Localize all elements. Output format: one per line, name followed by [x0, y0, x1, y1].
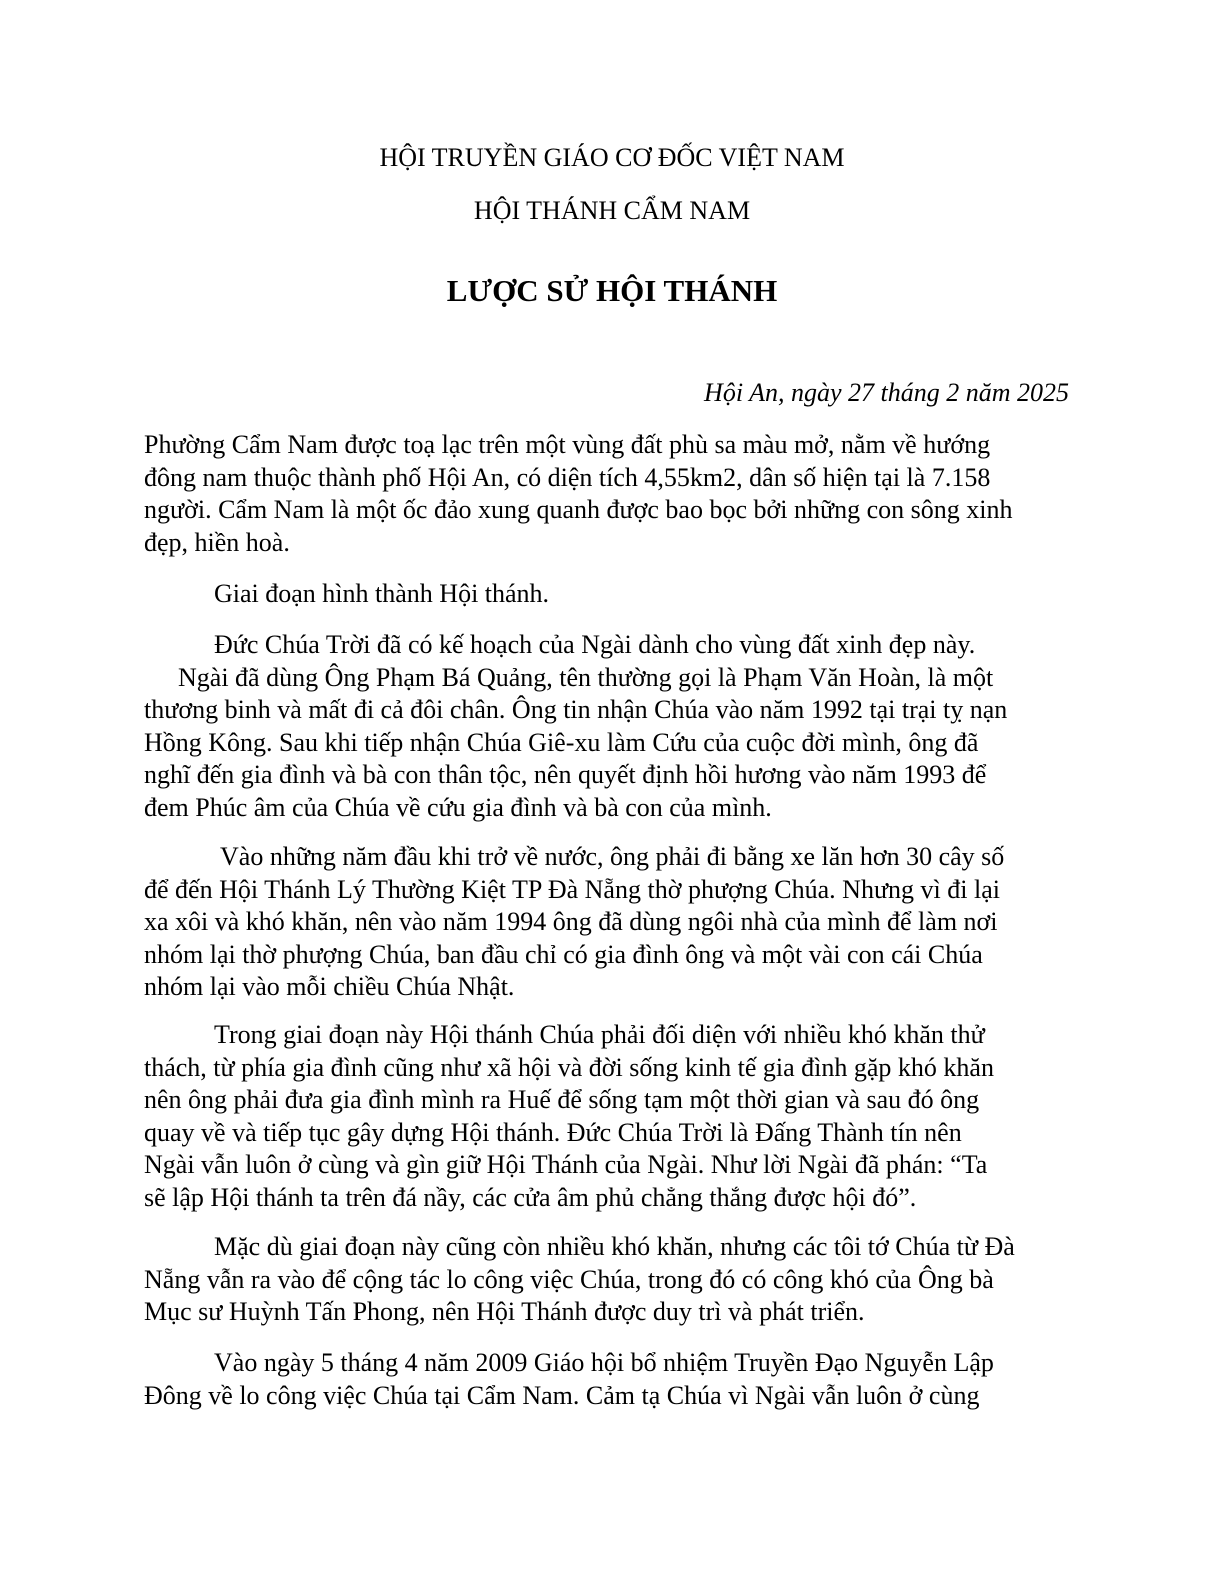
organization-name: HỘI TRUYỀN GIÁO CƠ ĐỐC VIỆT NAM [379, 143, 845, 172]
paragraph-line: nên ông phải đưa gia đình mình ra Huế để sống tạm một thời gian và sau đó ông [144, 1085, 980, 1114]
paragraph-3 [144, 629, 1084, 824]
paragraph-line: Mục sư Huỳnh Tấn Phong, nên Hội Thánh được duy trì và phát triển. [144, 1297, 865, 1326]
paragraph-line: thương binh và mất đi cả đôi chân. Ông tin nhận Chúa vào năm 1992 tại trại tỵ nạn [144, 695, 1008, 724]
paragraph-line: người. Cẩm Nam là một ốc đảo xung quanh được bao bọc bởi những con sông xinh [144, 495, 1013, 524]
paragraph-line: nhóm lại thờ phượng Chúa, ban đầu chỉ có gia đình ông và một vài con cái Chúa [144, 939, 983, 969]
paragraph-line: đẹp, hiền hoà. [144, 527, 290, 557]
section-heading: Giai đoạn hình thành Hội thánh. [214, 579, 550, 608]
paragraph-line: Phường Cẩm Nam được toạ lạc trên một vùng đất phù sa màu mở, nằm về hướng [144, 430, 991, 459]
paragraph-line: Nẵng vẫn ra vào để cộng tác lo công việc Chúa, trong đó có công khó của Ông bà [144, 1264, 994, 1294]
document-date: Hội An, ngày 27 tháng 2 năm 2025 [704, 378, 1069, 407]
paragraph-4 [144, 841, 1084, 1004]
paragraph-6 [144, 1231, 1084, 1329]
paragraph-7 [144, 1347, 1084, 1412]
paragraph-line: đông nam thuộc thành phố Hội An, có diện tích 4,55km2, dân số hiện tại là 7.158 [144, 462, 991, 492]
paragraph-line: nhóm lại vào mỗi chiều Chúa Nhật. [144, 972, 515, 1001]
paragraph-line: để đến Hội Thánh Lý Thường Kiệt TP Đà Nẵng thờ phượng Chúa. Nhưng vì đi lại [144, 874, 1000, 904]
paragraph-line: Ngài vẫn luôn ở cùng và gìn giữ Hội Thánh của Ngài. Như lời Ngài đã phán: “Ta [144, 1150, 988, 1179]
paragraph-line: xa xôi và khó khăn, nên vào năm 1994 ông đã dùng ngôi nhà của mình để làm nơi [144, 907, 998, 936]
paragraph-line: Hồng Kông. Sau khi tiếp nhận Chúa Giê-xu làm Cứu của cuộc đời mình, ông đã [144, 727, 979, 757]
paragraph-line: Vào ngày 5 tháng 4 năm 2009 Giáo hội bổ nhiệm Truyền Đạo Nguyễn Lập [214, 1348, 994, 1377]
paragraph-line: quay về và tiếp tục gây dựng Hội thánh. Đức Chúa Trời là Đấng Thành tín nên [144, 1117, 962, 1147]
paragraph-5 [144, 1019, 1084, 1214]
paragraph-line: Đức Chúa Trời đã có kế hoạch của Ngài dành cho vùng đất xinh đẹp này. [214, 630, 976, 659]
paragraph-1 [144, 429, 1084, 559]
church-name: HỘI THÁNH CẨM NAM [473, 196, 751, 225]
paragraph-line: Vào những năm đầu khi trở về nước, ông phải đi bằng xe lăn hơn 30 cây số [220, 842, 1005, 871]
paragraph-line: Ngài đã dùng Ông Phạm Bá Quảng, tên thường gọi là Phạm Văn Hoàn, là một [178, 662, 994, 692]
document-title: LƯỢC SỬ HỘI THÁNH [446, 273, 778, 308]
paragraph-2 [144, 578, 1084, 611]
paragraph-line: nghĩ đến gia đình và bà con thân tộc, nên quyết định hồi hương vào năm 1993 để [144, 760, 987, 789]
paragraph-line: Đông về lo công việc Chúa tại Cẩm Nam. Cảm tạ Chúa vì Ngài vẫn luôn ở cùng [144, 1380, 980, 1410]
paragraph-line: Mặc dù giai đoạn này cũng còn nhiều khó khăn, nhưng các tôi tớ Chúa từ Đà [214, 1232, 1015, 1261]
paragraph-line: sẽ lập Hội thánh ta trên đá nầy, các cửa âm phủ chẳng thắng được hội đó”. [144, 1182, 917, 1212]
paragraph-line: đem Phúc âm của Chúa về cứu gia đình và bà con của mình. [144, 792, 772, 822]
paragraph-line: Trong giai đoạn này Hội thánh Chúa phải đối diện với nhiều khó khăn thử [214, 1020, 985, 1049]
paragraph-line: thách, từ phía gia đình cũng như xã hội và đời sống kinh tế gia đình gặp khó khăn [144, 1052, 994, 1082]
